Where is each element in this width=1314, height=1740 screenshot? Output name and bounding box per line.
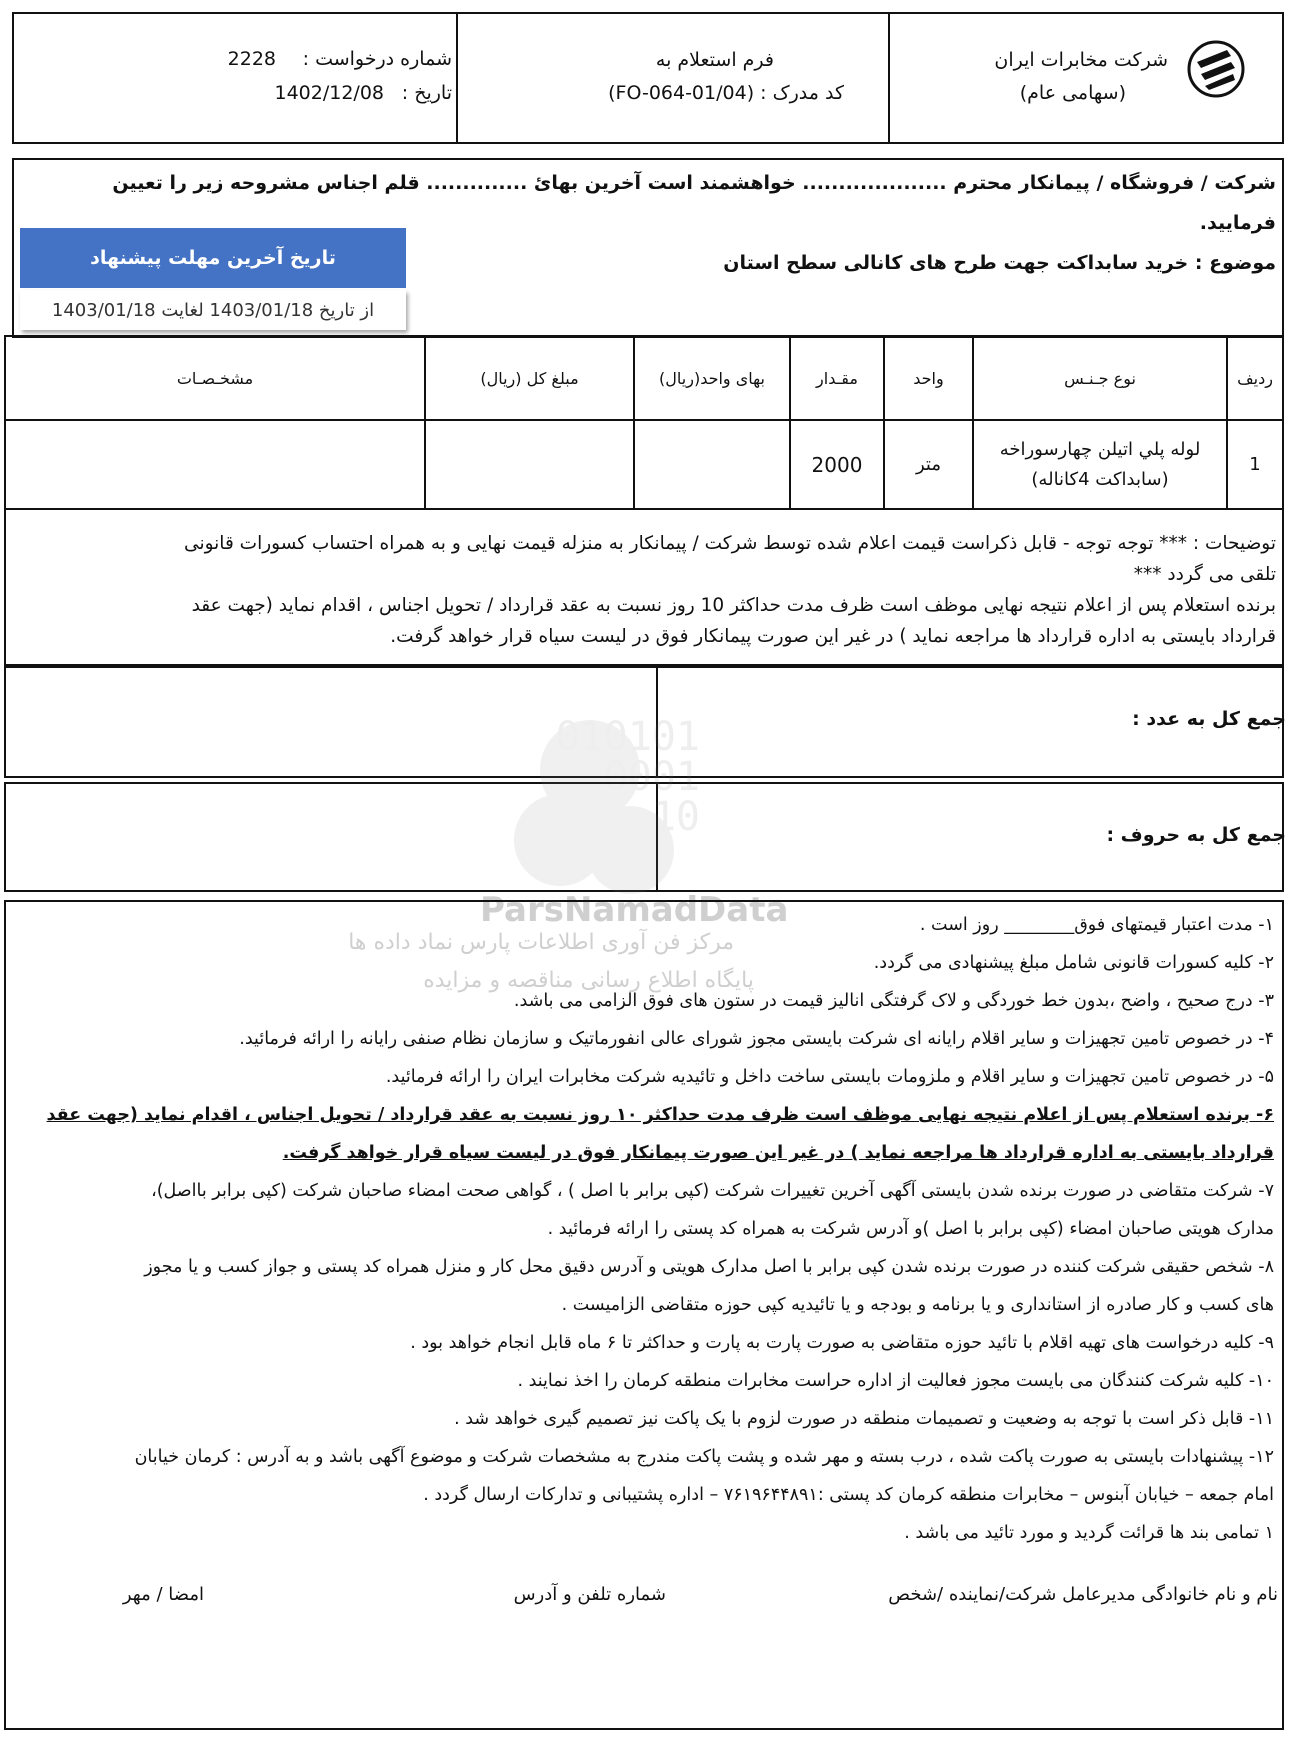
clause-7: ۷- شرکت متقاضی در صورت برنده شدن بایستی آگهی آخرین تغییرات شرکت (کپی برابر با اصل ) ، گواهی صحت امضاء صاحبان شرکت (کپی برابر بااصل)، bbox=[151, 1181, 1274, 1201]
col-header-unit-price: بهای واحد(ریال) bbox=[634, 336, 790, 420]
request-number: 2228 bbox=[227, 48, 276, 70]
clause-12-cont: امام جمعه – خیابان آبنوس – مخابرات منطقه کرمان کد پستی :۷۶۱۹۶۴۴۸۹۱ – اداره پشتیبانی و تدارکات ارسال گردد . bbox=[423, 1485, 1274, 1505]
clause-3: ۳- درج صحیح ، واضح ،بدون خط خوردگی و لاک گرفتگی انالیز قیمت در ستون های فوق الزامی می باشد. bbox=[513, 991, 1274, 1011]
cell-row-number: 1 bbox=[1227, 420, 1283, 509]
clause-6-cont: قرارداد بایستی به اداره قرارداد ها مراجعه نماید ) در غیر این صورت پیمانکار فوق در لیست سیاه قرار خواهد گرفت. bbox=[282, 1143, 1274, 1163]
total-words-label: جمع کل به حروف : bbox=[1106, 824, 1286, 846]
clause-11: ۱۱- قابل ذکر است با توجه به وضعیت و تصمیمات منطقه در صورت لزوم با یک پاکت نیز تصمیم گیری خواهد شد . bbox=[454, 1409, 1274, 1429]
notes-line-3: برنده استعلام پس از اعلام نتیجه نهایی موظف است ظرف مدت حداکثر 10 روز نسبت به عقد قرارداد / تحویل اجناس ، اقدام نماید (جهت عقد bbox=[191, 595, 1276, 616]
notes-line-1: توضیحات : *** توجه توجه - قابل ذکراست قیمت اعلام شده توسط شرکت / پیمانکار به منزله قیمت نهایی و به همراه احتساب کسورات قانونی bbox=[184, 533, 1276, 554]
clauses-list bbox=[45, 906, 1274, 1552]
document-code: کد مدرک : (FO-064-01/04) bbox=[608, 82, 844, 104]
clause-9: ۹- کلیه درخواست های تهیه اقلام با تائید حوزه متقاضی به صورت پارت به پارت و حداکثر تا ۶ ماه قابل انجام خواهد بود . bbox=[410, 1333, 1274, 1353]
table-row bbox=[5, 420, 1283, 509]
clause-8: ۸- شخص حقیقی شرکت کننده در صورت برنده شدن کپی برابر با اصل مدارک هویتی و آدرس دقیق محل کار و منزل همراه کد پستی و جواز کسب و یا مجوز bbox=[144, 1257, 1274, 1277]
company-type: (سهامی عام) bbox=[1019, 82, 1126, 104]
clause-8-cont: های کسب و کار صادره از استانداری و یا برنامه و بودجه و یا تائیدیه کپی حوزه متقاضی الزامیست . bbox=[561, 1295, 1274, 1315]
clause-5: ۵- در خصوص تامین تجهیزات و سایر اقلام و ملزومات بایستی ساخت داخل و تائیدیه شرکت مخابرات ایران را ارائه فرمائید. bbox=[385, 1067, 1274, 1087]
watermark-line-1: مرکز فن آوری اطلاعات پارس نماد داده ها bbox=[348, 930, 734, 955]
notes-line-4: قرارداد بایستی به اداره قرارداد ها مراجعه نماید ) در غیر این صورت پیمانکار فوق در لیست سیاه قرار خواهد گرفت. bbox=[390, 626, 1276, 647]
clause-6: ۶- برنده استعلام پس از اعلام نتیجه نهایی موظف است ظرف مدت حداکثر ۱۰ روز نسبت به عقد قرارداد / تحویل اجناس ، اقدام نماید (جهت عقد bbox=[46, 1105, 1274, 1125]
clause-7-cont: مدارک هویتی صاحبان امضاء (کپی برابر با اصل )و آدرس شرکت به همراه کد پستی را ارائه فرمائید . bbox=[547, 1219, 1274, 1239]
clause-confirm: ۱ تمامی بند ها قرائت گردید و مورد تائید می باشد . bbox=[904, 1523, 1274, 1543]
header-request-box bbox=[12, 12, 458, 144]
request-number-label: شماره درخواست : bbox=[302, 48, 452, 70]
cell-item bbox=[973, 420, 1227, 509]
cell-unit-price bbox=[634, 420, 790, 509]
signer-name-label: نام و نام خانوادگی مدیرعامل شرکت/نماینده /شخص bbox=[888, 1584, 1278, 1605]
watermark-brand: ParsNamadData bbox=[480, 890, 789, 930]
col-header-unit: واحد bbox=[884, 336, 973, 420]
col-header-quantity: مقـدار bbox=[790, 336, 884, 420]
clause-4: ۴- در خصوص تامین تجهیزات و سایر اقلام رایانه ای شرکت بایستی مجوز شورای عالی انفورماتیک و سازمان نظام صنفی رایانه را ارائه فرمائید. bbox=[239, 1029, 1274, 1049]
cell-item-line-2: (سابداکت 4کاناله) bbox=[1031, 468, 1169, 490]
col-header-row-number: ردیف bbox=[1227, 336, 1283, 420]
request-date: 1402/12/08 bbox=[274, 82, 384, 104]
notes bbox=[20, 528, 1276, 652]
total-numeric-label: جمع کل به عدد : bbox=[1132, 708, 1286, 730]
notes-line-2: تلقی می گردد *** bbox=[1133, 564, 1276, 585]
request-date-label: تاریخ : bbox=[401, 82, 452, 104]
items-table bbox=[4, 335, 1284, 510]
deadline-date-range: از تاریخ 1403/01/18 لغایت 1403/01/18 bbox=[20, 290, 406, 330]
phone-address-label: شماره تلفن و آدرس bbox=[513, 1584, 666, 1605]
clause-1: ۱- مدت اعتبار قیمتهای فوق________ روز است . bbox=[919, 915, 1274, 935]
intro-line-2: فرمایید. bbox=[1199, 212, 1276, 234]
svg-text:10: 10 bbox=[651, 794, 700, 840]
clause-10: ۱۰- کلیه شرکت کنندگان می بایست مجوز فعالیت از اداره حراست مخابرات منطقه کرمان را اخذ نمایند . bbox=[517, 1371, 1274, 1391]
deadline-title: تاریخ آخرین مهلت پیشنهاد bbox=[20, 228, 406, 288]
cell-total bbox=[425, 420, 634, 509]
form-title: فرم استعلام به bbox=[655, 49, 774, 71]
company-name: شرکت مخابرات ایران bbox=[994, 49, 1168, 71]
cell-unit: متر bbox=[884, 420, 973, 509]
col-header-specifications: مشخـصـات bbox=[5, 336, 425, 420]
col-header-item: نوع جـنـس bbox=[973, 336, 1227, 420]
signature-stamp-label: امضا / مهر bbox=[122, 1584, 204, 1605]
clause-12: ۱۲- پیشنهادات بایستی به صورت پاکت شده ، درب بسته و مهر شده و پشت پاکت مندرج به مشخصات شرکت و موضوع آگهی باشد و به آدرس : کرمان خیابان bbox=[134, 1447, 1274, 1467]
cell-item-line-1: لوله پلي اتيلن چهارسوراخه bbox=[999, 438, 1201, 460]
svg-text:010101: 010101 bbox=[555, 714, 700, 760]
clause-2: ۲- کلیه کسورات قانونی شامل مبلغ پیشنهادی می گردد. bbox=[873, 953, 1274, 973]
col-header-total: مبلغ کل (ریال) bbox=[425, 336, 634, 420]
svg-text:0001: 0001 bbox=[603, 754, 700, 800]
intro-line-1: شرکت / فروشگاه / پیمانکار محترم .................... خواهشمند است آخرین بهائ .............. قلم اجناس مشروحه زیر را تعیین bbox=[112, 172, 1276, 194]
subject-line: موضوع : خرید سابداکت جهت طرح های کانالی سطح استان bbox=[723, 252, 1276, 274]
watermark-line-2: پایگاه اطلاع رسانی مناقصه و مزایده bbox=[423, 968, 754, 993]
cell-specifications bbox=[5, 420, 425, 509]
table-header-row bbox=[5, 336, 1283, 420]
cell-quantity: 2000 bbox=[790, 420, 884, 509]
company-logo bbox=[1185, 38, 1247, 100]
